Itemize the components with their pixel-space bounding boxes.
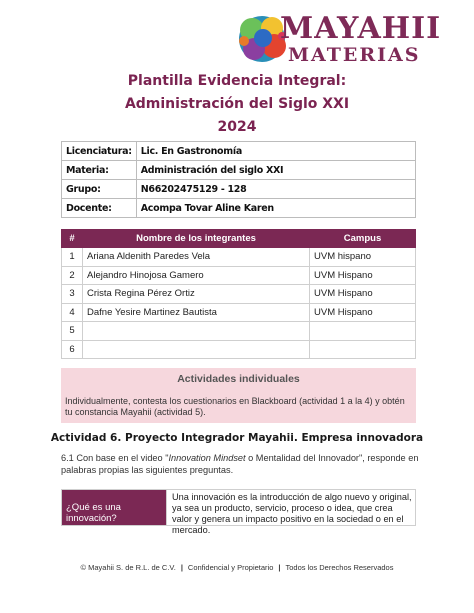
column-header-number: # — [62, 230, 83, 248]
footer-confidential: Confidencial y Propietario — [187, 563, 274, 572]
logo-wordmark: MAYAHII — [280, 11, 442, 46]
member-number: 2 — [62, 266, 83, 285]
info-label: Materia: — [62, 161, 137, 180]
member-number: 5 — [62, 322, 83, 341]
column-header-campus: Campus — [310, 230, 416, 248]
info-label: Licenciatura: — [62, 142, 137, 161]
table-row — [62, 340, 416, 359]
video-title: Innovation Mindset — [168, 453, 246, 463]
question-cell — [61, 489, 167, 526]
footer-separator: | — [278, 563, 281, 572]
member-name — [83, 340, 310, 359]
answer-text: Una innovación es la introducción de algo nuevo y original, ya sea un producto, servicio, proceso o idea, que crea valor y genera un impacto positivo en la sociedad o en el mercado. — [172, 492, 412, 535]
member-campus: UVM Hispano — [310, 303, 416, 322]
question-answer-table — [61, 489, 416, 535]
page-title-line1: Plantilla Evidencia Integral: — [127, 73, 347, 89]
table-row — [62, 266, 416, 285]
member-campus — [310, 322, 416, 341]
question-text: ¿Qué es una innovación? — [66, 502, 121, 524]
member-name: Alejandro Hinojosa Gamero — [83, 266, 310, 285]
member-number: 3 — [62, 285, 83, 304]
member-campus — [310, 340, 416, 359]
member-name: Ariana Aldenith Paredes Vela — [83, 248, 310, 267]
instructions-text-start: 6.1 Con base en el video " — [61, 453, 169, 463]
table-row — [62, 285, 416, 304]
answer-cell — [167, 489, 416, 535]
page-title-line2: Administración del Siglo XXI — [124, 96, 350, 112]
member-name — [83, 322, 310, 341]
info-value: Lic. En Gastronomía — [136, 142, 415, 161]
page-title-year: 2024 — [217, 119, 257, 135]
member-name: Dafne Yesire Martinez Bautista — [83, 303, 310, 322]
info-row-grupo — [62, 180, 416, 199]
activity6-title: Actividad 6. Proyecto Integrador Mayahii. Empresa innovadora — [50, 432, 424, 444]
footer-copyright: © Mayahii S. de R.L. de C.V. — [80, 563, 176, 572]
team-header-row — [62, 230, 416, 248]
member-number: 1 — [62, 248, 83, 267]
column-header-name: Nombre de los integrantes — [83, 230, 310, 248]
info-value: Acompa Tovar Aline Karen — [136, 199, 415, 218]
member-number: 4 — [62, 303, 83, 322]
table-row — [62, 303, 416, 322]
table-row — [62, 322, 416, 341]
activity6-instructions — [61, 452, 421, 476]
page-footer — [0, 563, 474, 572]
member-campus: UVM Hispano — [310, 266, 416, 285]
info-value: N66202475129 - 128 — [136, 180, 415, 199]
info-label: Grupo: — [62, 180, 137, 199]
footer-separator: | — [180, 563, 183, 572]
member-name: Crista Regina Pérez Ortiz — [83, 285, 310, 304]
individual-activities-box — [61, 368, 416, 423]
table-row — [62, 248, 416, 267]
individual-activities-text: Individualmente, contesta los cuestionarios en Blackboard (actividad 1 a la 4) y obtén tu constancia Mayahii (actividad 5). — [65, 396, 405, 417]
info-row-licenciatura — [62, 142, 416, 161]
member-campus: UVM hispano — [310, 248, 416, 267]
individual-activities-heading: Actividades individuales — [177, 373, 300, 385]
mayahii-logo — [232, 8, 442, 70]
instructions-text-end: o Mentalidad del Innovador", responde en palabras propias las siguientes preguntas. — [61, 453, 419, 475]
info-row-materia — [62, 161, 416, 180]
footer-rights: Todos los Derechos Reservados — [285, 563, 394, 572]
info-row-docente — [62, 199, 416, 218]
info-value: Administración del siglo XXI — [136, 161, 415, 180]
course-info-table — [61, 141, 416, 218]
member-number: 6 — [62, 340, 83, 359]
member-campus: UVM Hispano — [310, 285, 416, 304]
team-members-table — [61, 229, 416, 359]
logo-subtitle: MATERIAS — [288, 44, 421, 66]
info-label: Docente: — [62, 199, 137, 218]
